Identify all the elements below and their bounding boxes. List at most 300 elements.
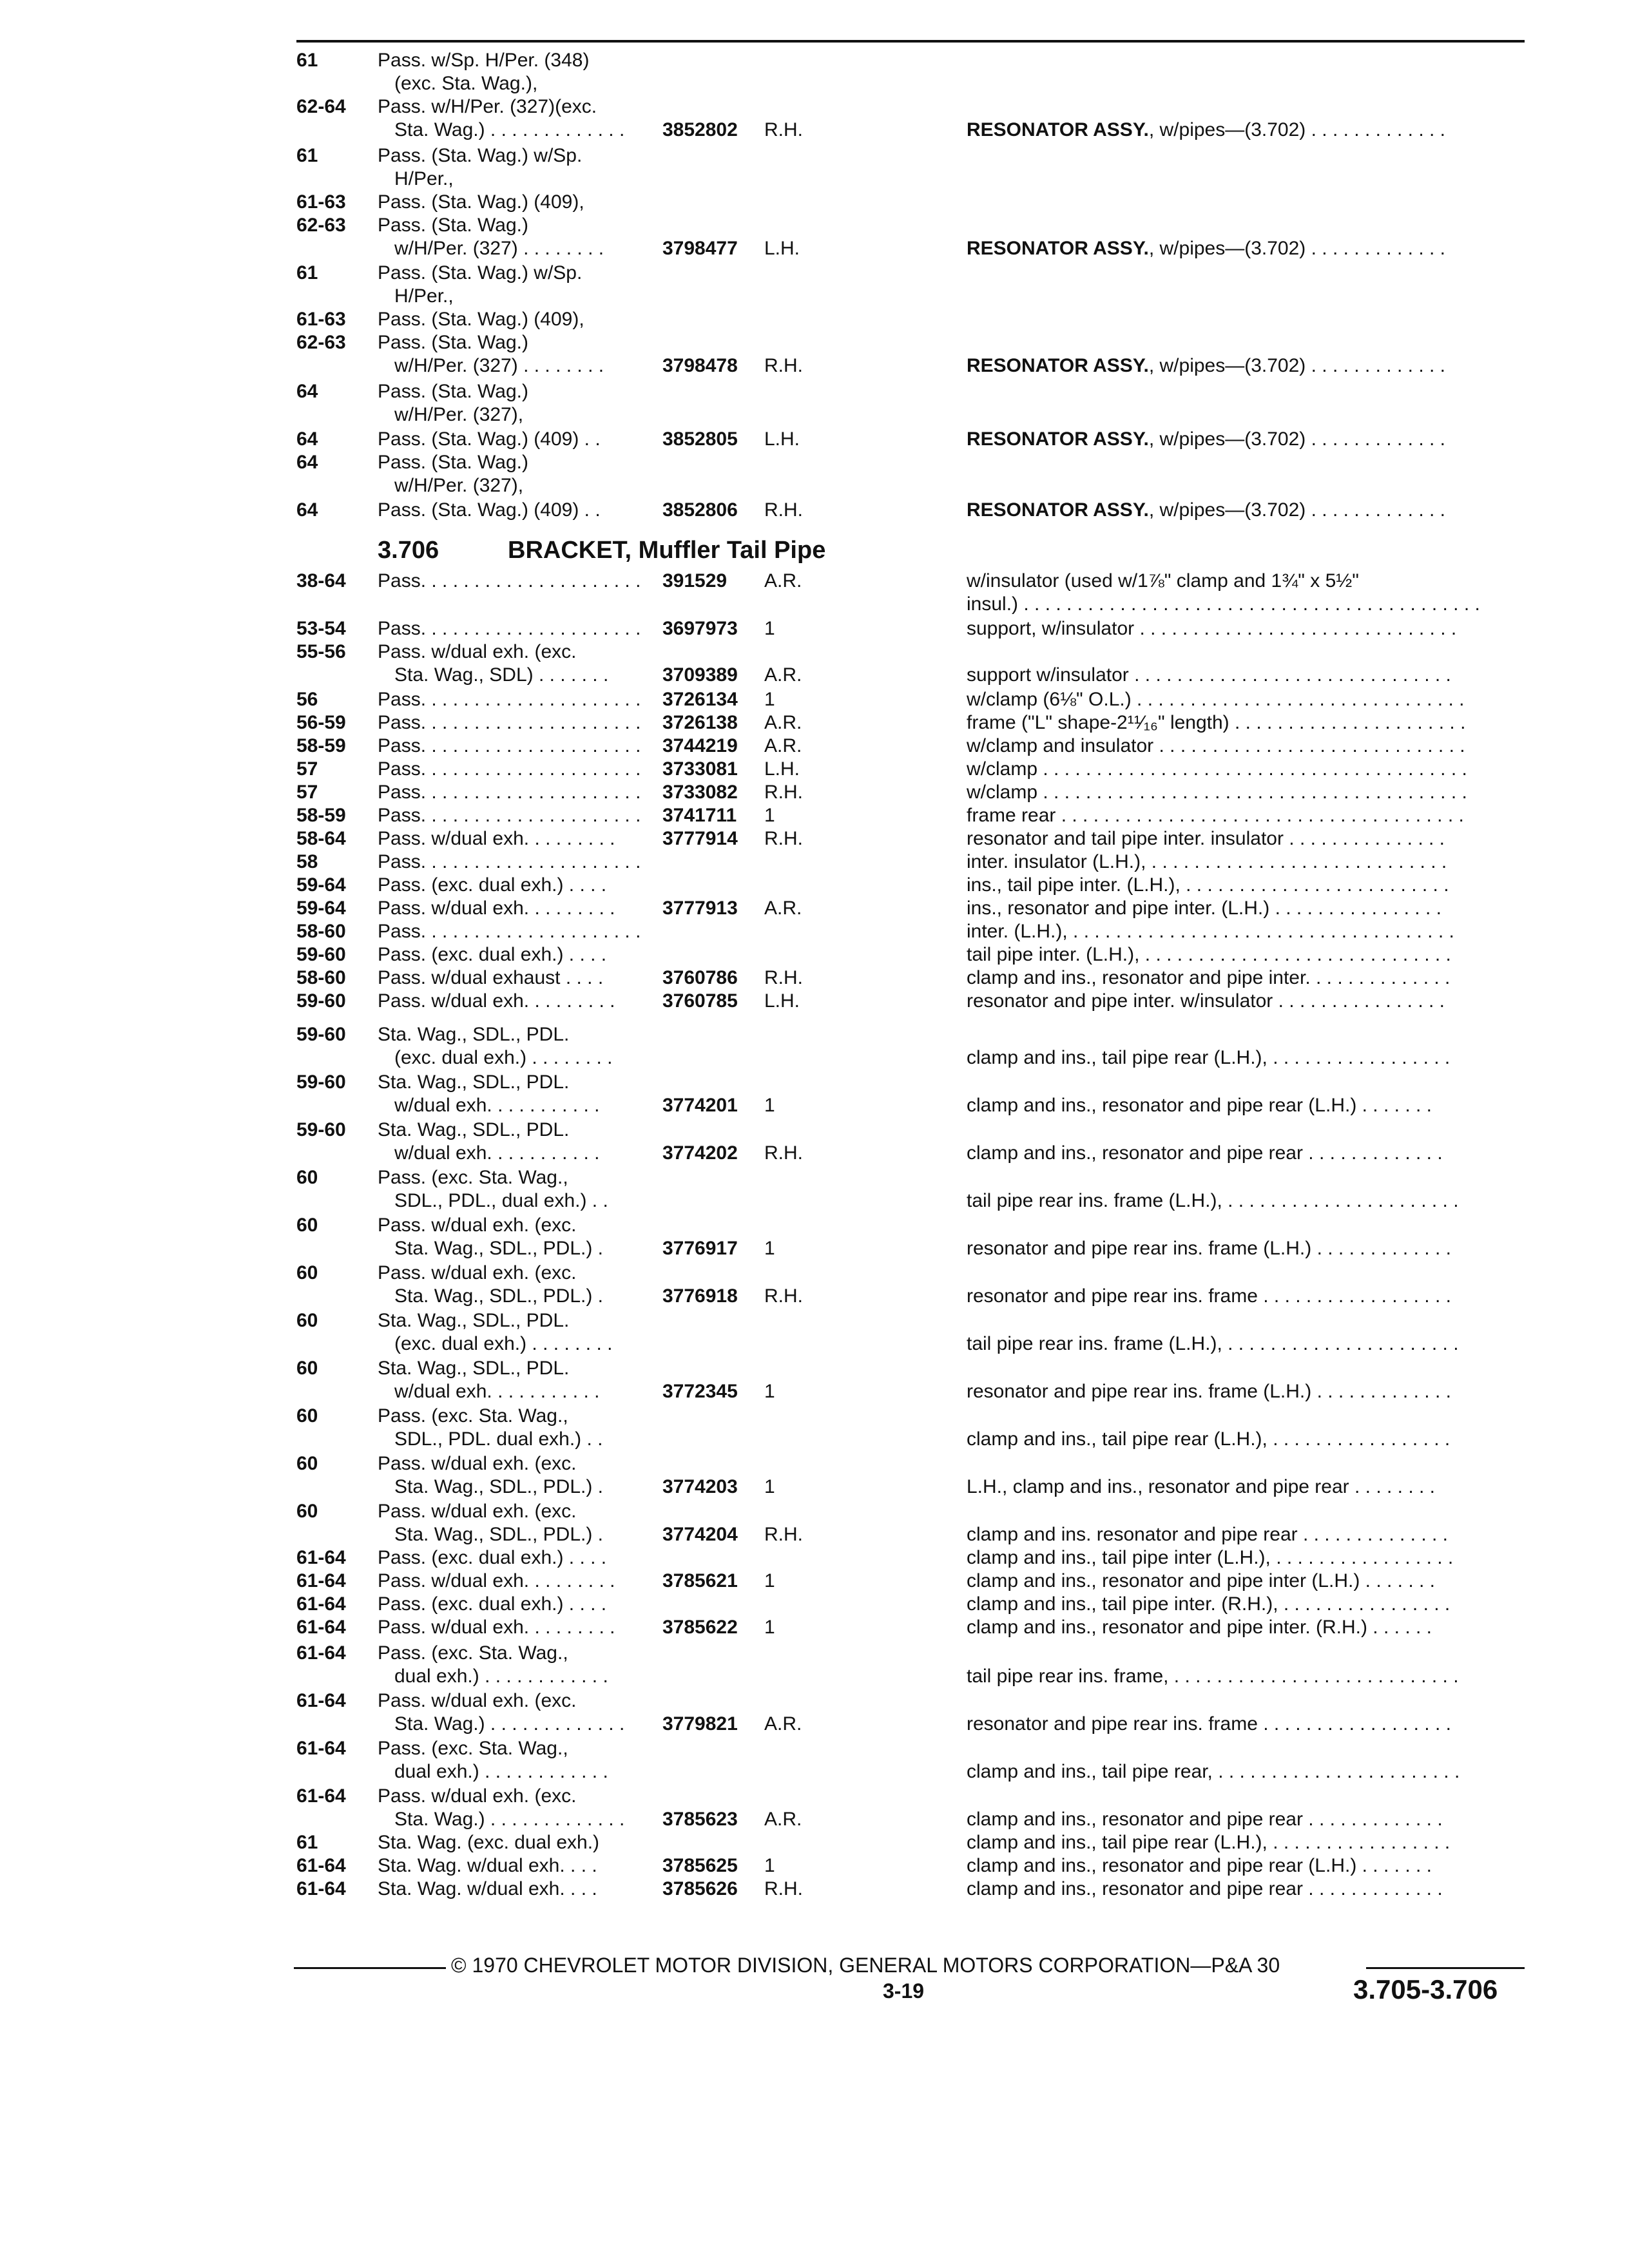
part-number: 3733082 xyxy=(662,782,738,803)
parts-entry xyxy=(0,49,1629,142)
part-name-detail: insul.) . . . . . . . . . . . . . . . . . . . . . . . . . . . . . . . . . . . . . . . . . . . xyxy=(967,593,1480,615)
entry-line xyxy=(0,72,1629,95)
parts-entry xyxy=(0,144,1629,260)
part-name-detail: clamp and ins., tail pipe inter. (R.H.), . . . . . . . . . . . . . . . . xyxy=(967,1593,1451,1615)
part-number: 3798477 xyxy=(662,238,738,259)
model-years: 61-64 xyxy=(296,1547,346,1568)
model-years: 53-54 xyxy=(296,618,346,639)
quantity: 1 xyxy=(764,1476,775,1497)
application-description: Sta. Wag., SDL., PDL.) . xyxy=(394,1238,603,1259)
part-name xyxy=(967,920,1454,943)
quantity: A.R. xyxy=(764,735,802,756)
part-name xyxy=(967,1046,1450,1070)
part-name-detail: frame rear . . . . . . . . . . . . . . . . . . . . . . . . . . . . . . . . . . . . . . xyxy=(967,805,1464,826)
section-heading-title: BRACKET, Muffler Tail Pipe xyxy=(508,537,826,564)
entry-line xyxy=(0,1189,1629,1213)
model-years: 62-63 xyxy=(296,332,346,353)
part-number: 3774202 xyxy=(662,1142,738,1164)
part-name xyxy=(967,990,1445,1013)
application-description: Sta. Wag. w/dual exh. . . . xyxy=(378,1855,597,1876)
entry-line xyxy=(0,499,1629,522)
quantity: 1 xyxy=(764,1238,775,1259)
model-years: 64 xyxy=(296,499,318,521)
model-years: 61-64 xyxy=(296,1878,346,1899)
entry-line xyxy=(0,380,1629,403)
entry-line xyxy=(0,1214,1629,1237)
entry-line xyxy=(0,1878,1629,1901)
model-years: 61-63 xyxy=(296,191,346,213)
entry-line xyxy=(0,331,1629,354)
application-description: Pass. (Sta. Wag.) w/Sp. xyxy=(378,145,583,166)
part-name-detail: clamp and ins., tail pipe inter (L.H.), . . . . . . . . . . . . . . . . . xyxy=(967,1547,1454,1568)
part-name-detail: w/clamp and insulator . . . . . . . . . . . . . . . . . . . . . . . . . . . . . xyxy=(967,735,1465,756)
application-description: (exc. dual exh.) . . . . . . . . xyxy=(394,1333,613,1354)
parts-entry xyxy=(0,1357,1629,1403)
application-description: Pass. w/Sp. H/Per. (348) xyxy=(378,50,590,71)
entry-line xyxy=(0,1142,1629,1165)
application-description: w/H/Per. (327) . . . . . . . . xyxy=(394,355,604,376)
entry-line xyxy=(0,593,1629,616)
part-name-detail: ins., resonator and pipe inter. (L.H.) . . . . . . . . . . . . . . . . xyxy=(967,898,1441,919)
parts-entry xyxy=(0,262,1629,378)
part-name xyxy=(967,1546,1453,1570)
application-description: Pass. . . . . . . . . . . . . . . . . . . . . xyxy=(378,782,641,803)
quantity: L.H. xyxy=(764,990,800,1012)
part-name-detail: clamp and ins. resonator and pipe rear . . . . . . . . . . . . . . xyxy=(967,1524,1449,1545)
application-description: Pass. (exc. Sta. Wag., xyxy=(378,1738,568,1759)
part-name xyxy=(967,850,1447,874)
part-name-detail: clamp and ins., resonator and pipe inter. (R.H.) . . . . . . xyxy=(967,1617,1432,1638)
model-years: 61 xyxy=(296,50,318,71)
quantity: A.R. xyxy=(764,1809,802,1830)
application-description: Pass. (exc. dual exh.) . . . . xyxy=(378,874,607,896)
page-number: 3-19 xyxy=(883,1979,925,2003)
application-description: Pass. w/dual exh. (exc. xyxy=(378,1453,577,1474)
entry-line xyxy=(0,1071,1629,1094)
part-name-detail: w/insulator (used w/1⅞" clamp and 1¾" x 5½" xyxy=(967,570,1359,591)
application-description: Pass. (Sta. Wag.) xyxy=(378,332,528,353)
part-number: 3785621 xyxy=(662,1570,738,1591)
footer-rule-left xyxy=(294,1967,446,1969)
parts-entry xyxy=(0,1500,1629,1639)
quantity: R.H. xyxy=(764,1878,803,1899)
application-description: SDL., PDL. dual exh.) . . xyxy=(394,1428,603,1450)
part-name xyxy=(967,735,1465,758)
application-description: Pass. w/dual exh. . . . . . . . . xyxy=(378,1570,615,1591)
parts-entry xyxy=(0,499,1629,522)
parts-entry xyxy=(0,1309,1629,1356)
entry-line xyxy=(0,1475,1629,1499)
part-name xyxy=(967,1237,1451,1260)
model-years: 58-60 xyxy=(296,921,346,942)
part-name xyxy=(967,617,1456,640)
part-number: 3852805 xyxy=(662,428,738,450)
part-number: 3785623 xyxy=(662,1809,738,1830)
application-description: Pass. . . . . . . . . . . . . . . . . . . . . xyxy=(378,851,641,872)
model-years: 61-64 xyxy=(296,1690,346,1711)
application-description: Pass. (exc. Sta. Wag., xyxy=(378,1405,568,1427)
quantity: L.H. xyxy=(764,428,800,450)
model-years: 59-60 xyxy=(296,1072,346,1093)
application-description: Pass. w/dual exh. (exc. xyxy=(378,1501,577,1522)
application-description: Sta. Wag., SDL., PDL. xyxy=(378,1024,570,1045)
part-name-detail: w/clamp (6⅛" O.L.) . . . . . . . . . . . . . . . . . . . . . . . . . . . . . . . xyxy=(967,689,1465,710)
parts-entry xyxy=(0,688,1629,1013)
quantity: A.R. xyxy=(764,664,802,686)
application-description: Pass. . . . . . . . . . . . . . . . . . . . . xyxy=(378,712,641,733)
application-description: w/dual exh. . . . . . . . . . . xyxy=(394,1381,600,1402)
part-name-detail: support w/insulator . . . . . . . . . . . . . . . . . . . . . . . . . . . . . . xyxy=(967,664,1451,686)
footer-copyright: © 1970 CHEVROLET MOTOR DIVISION, GENERAL MOTORS CORPORATION—P&A 30 xyxy=(451,1954,1280,1977)
entry-line xyxy=(0,1119,1629,1142)
part-name-detail: clamp and ins., resonator and pipe rear . . . . . . . . . . . . . xyxy=(967,1878,1443,1899)
part-name xyxy=(967,1808,1443,1831)
application-description: Sta. Wag., SDL., PDL.) . xyxy=(394,1476,603,1497)
application-description: Pass. (Sta. Wag.) w/Sp. xyxy=(378,262,583,284)
application-description: Sta. Wag.) . . . . . . . . . . . . . xyxy=(394,1809,625,1830)
quantity: R.H. xyxy=(764,967,803,988)
model-years: 61-63 xyxy=(296,309,346,330)
part-name-detail: clamp and ins., resonator and pipe rear . . . . . . . . . . . . . xyxy=(967,1809,1443,1830)
entry-line xyxy=(0,1309,1629,1332)
part-name xyxy=(967,1475,1435,1499)
section-range: 3.705-3.706 xyxy=(1353,1974,1498,2004)
model-years: 56-59 xyxy=(296,712,346,733)
model-years: 57 xyxy=(296,758,318,780)
entry-line xyxy=(0,874,1629,897)
quantity: 1 xyxy=(764,1095,775,1116)
model-years: 61 xyxy=(296,262,318,284)
application-description: Sta. Wag., SDL., PDL.) . xyxy=(394,1524,603,1545)
section-heading-number: 3.706 xyxy=(378,537,439,564)
part-name xyxy=(967,570,1359,593)
entry-line xyxy=(0,758,1629,781)
entry-line xyxy=(0,1237,1629,1260)
part-name-detail: clamp and ins., tail pipe rear (L.H.), . . . . . . . . . . . . . . . . . xyxy=(967,1428,1451,1450)
entry-line xyxy=(0,1332,1629,1356)
quantity: 1 xyxy=(764,689,775,710)
quantity: R.H. xyxy=(764,355,803,376)
model-years: 59-60 xyxy=(296,1119,346,1140)
part-name-detail: , w/pipes—(3.702) . . . . . . . . . . . . . xyxy=(1148,499,1445,521)
part-name-detail: resonator and pipe rear ins. frame . . . . . . . . . . . . . . . . . . xyxy=(967,1713,1451,1735)
entry-line xyxy=(0,403,1629,427)
entry-line xyxy=(0,943,1629,966)
entry-line xyxy=(0,119,1629,142)
part-name xyxy=(967,1593,1450,1616)
entry-line xyxy=(0,1285,1629,1308)
part-name xyxy=(967,1094,1432,1117)
quantity: R.H. xyxy=(764,1285,803,1307)
application-description: H/Per., xyxy=(394,168,454,189)
quantity: R.H. xyxy=(764,1524,803,1545)
quantity: A.R. xyxy=(764,898,802,919)
model-years: 59-60 xyxy=(296,990,346,1012)
application-description: Pass. w/dual exh. (exc. xyxy=(378,1262,577,1283)
application-description: Sta. Wag., SDL., PDL. xyxy=(378,1358,570,1379)
model-years: 59-60 xyxy=(296,944,346,965)
application-description: Pass. . . . . . . . . . . . . . . . . . . . . xyxy=(378,805,641,826)
application-description: Pass. . . . . . . . . . . . . . . . . . . . . xyxy=(378,570,641,591)
application-description: Pass. (exc. dual exh.) . . . . xyxy=(378,1593,607,1615)
quantity: R.H. xyxy=(764,828,803,849)
parts-entry xyxy=(0,1642,1629,1688)
part-name-detail: , w/pipes—(3.702) . . . . . . . . . . . . . xyxy=(1148,238,1445,259)
part-number: 3697973 xyxy=(662,618,738,639)
part-name xyxy=(967,1332,1459,1356)
model-years: 64 xyxy=(296,452,318,473)
application-description: Pass. w/dual exh. . . . . . . . . xyxy=(378,1617,615,1638)
model-years: 60 xyxy=(296,1405,318,1427)
part-number: 3785622 xyxy=(662,1617,738,1638)
part-number: 3741711 xyxy=(662,805,737,826)
part-number: 3760785 xyxy=(662,990,738,1012)
part-name xyxy=(967,1760,1460,1783)
model-years: 58-59 xyxy=(296,735,346,756)
entry-line xyxy=(0,781,1629,804)
part-number: 3776918 xyxy=(662,1285,738,1307)
part-name-detail: tail pipe rear ins. frame (L.H.), . . . . . . . . . . . . . . . . . . . . . . xyxy=(967,1333,1459,1354)
application-description: Pass. . . . . . . . . . . . . . . . . . . . . xyxy=(378,921,641,942)
model-years: 61 xyxy=(296,145,318,166)
application-description: (exc. Sta. Wag.), xyxy=(394,73,538,94)
part-number: 3772345 xyxy=(662,1381,738,1402)
part-number: 3852802 xyxy=(662,119,738,140)
entry-line xyxy=(0,1262,1629,1285)
part-name-bold: RESONATOR ASSY. xyxy=(967,499,1149,521)
application-description: Pass. w/dual exh. . . . . . . . . xyxy=(378,828,615,849)
entry-line xyxy=(0,1094,1629,1117)
part-name-detail: clamp and ins., resonator and pipe rear (L.H.) . . . . . . . xyxy=(967,1095,1432,1116)
parts-entry xyxy=(0,380,1629,427)
entry-line xyxy=(0,570,1629,593)
part-name-detail: tail pipe inter. (L.H.), . . . . . . . . . . . . . . . . . . . . . . . . . . . . . xyxy=(967,944,1451,965)
part-name-detail: , w/pipes—(3.702) . . . . . . . . . . . . . xyxy=(1148,428,1445,450)
parts-entry xyxy=(0,1023,1629,1070)
application-description: Pass. (Sta. Wag.) (409) . . xyxy=(378,499,601,521)
part-name xyxy=(967,119,1445,142)
quantity: L.H. xyxy=(764,758,800,780)
part-name-detail: resonator and pipe rear ins. frame . . . . . . . . . . . . . . . . . . xyxy=(967,1285,1451,1307)
model-years: 60 xyxy=(296,1358,318,1379)
parts-entry xyxy=(0,1071,1629,1117)
model-years: 61-64 xyxy=(296,1785,346,1807)
application-description: (exc. dual exh.) . . . . . . . . xyxy=(394,1047,613,1068)
entry-line xyxy=(0,1546,1629,1570)
entry-line xyxy=(0,1023,1629,1046)
entry-line xyxy=(0,1166,1629,1189)
part-name-detail: , w/pipes—(3.702) . . . . . . . . . . . . . xyxy=(1148,119,1445,140)
entry-line xyxy=(0,1785,1629,1808)
parts-entry xyxy=(0,428,1629,451)
parts-entry xyxy=(0,617,1629,640)
entry-line xyxy=(0,95,1629,119)
application-description: Pass. (Sta. Wag.) xyxy=(378,381,528,402)
parts-entry xyxy=(0,1785,1629,1901)
entry-line xyxy=(0,428,1629,451)
entry-line xyxy=(0,617,1629,640)
part-number: 3774201 xyxy=(662,1095,738,1116)
part-name-detail: ins., tail pipe inter. (L.H.), . . . . . . . . . . . . . . . . . . . . . . . . . xyxy=(967,874,1449,896)
parts-entry xyxy=(0,1452,1629,1499)
part-name xyxy=(967,354,1445,378)
entry-line xyxy=(0,664,1629,687)
application-description: Sta. Wag., SDL., PDL. xyxy=(378,1310,570,1331)
part-number: 3777914 xyxy=(662,828,738,849)
entry-line xyxy=(0,897,1629,920)
model-years: 58-60 xyxy=(296,967,346,988)
part-name-detail: resonator and pipe inter. w/insulator . . . . . . . . . . . . . . . . xyxy=(967,990,1445,1012)
part-name-bold: RESONATOR ASSY. xyxy=(967,119,1149,140)
entry-line xyxy=(0,237,1629,260)
part-name xyxy=(967,897,1441,920)
application-description: Pass. w/dual exh. (exc. xyxy=(378,641,577,662)
part-number: 3709389 xyxy=(662,664,738,686)
model-years: 61 xyxy=(296,1832,318,1853)
entry-line xyxy=(0,1689,1629,1713)
application-description: w/H/Per. (327), xyxy=(394,404,524,425)
application-description: Pass. w/dual exh. (exc. xyxy=(378,1785,577,1807)
parts-entry xyxy=(0,1737,1629,1783)
quantity: R.H. xyxy=(764,1142,803,1164)
part-name-detail: L.H., clamp and ins., resonator and pipe rear . . . . . . . . xyxy=(967,1476,1436,1497)
application-description: SDL., PDL., dual exh.) . . xyxy=(394,1190,608,1211)
part-name xyxy=(967,804,1464,827)
part-name-detail: support, w/insulator . . . . . . . . . . . . . . . . . . . . . . . . . . . . . . xyxy=(967,618,1457,639)
entry-line xyxy=(0,804,1629,827)
entry-line xyxy=(0,827,1629,850)
part-name xyxy=(967,1831,1450,1854)
part-number: 3776917 xyxy=(662,1238,738,1259)
part-name-detail: , w/pipes—(3.702) . . . . . . . . . . . . . xyxy=(1148,355,1445,376)
application-description: Pass. w/H/Per. (327)(exc. xyxy=(378,96,597,117)
part-name xyxy=(967,1428,1450,1451)
application-description: Pass. . . . . . . . . . . . . . . . . . . . . xyxy=(378,618,641,639)
application-description: w/dual exh. . . . . . . . . . . xyxy=(394,1095,600,1116)
model-years: 55-56 xyxy=(296,641,346,662)
part-name xyxy=(967,758,1467,781)
entry-line xyxy=(0,640,1629,664)
application-description: Pass. (exc. dual exh.) . . . . xyxy=(378,1547,607,1568)
model-years: 60 xyxy=(296,1453,318,1474)
part-name xyxy=(967,1189,1459,1213)
application-description: Sta. Wag., SDL., PDL.) . xyxy=(394,1285,603,1307)
part-name-detail: clamp and ins., tail pipe rear, . . . . . . . . . . . . . . . . . . . . . . . xyxy=(967,1761,1460,1782)
application-description: Pass. w/dual exh. (exc. xyxy=(378,1215,577,1236)
entry-line xyxy=(0,168,1629,191)
application-description: Sta. Wag. (exc. dual exh.) xyxy=(378,1832,600,1853)
entry-line xyxy=(0,1357,1629,1380)
part-name xyxy=(967,1380,1451,1403)
part-name-detail: clamp and ins., tail pipe rear (L.H.), . . . . . . . . . . . . . . . . . xyxy=(967,1047,1451,1068)
application-description: Pass. . . . . . . . . . . . . . . . . . . . . xyxy=(378,689,641,710)
part-name xyxy=(967,1878,1443,1901)
part-number: 3774204 xyxy=(662,1524,738,1545)
quantity: A.R. xyxy=(764,1713,802,1735)
part-name xyxy=(967,237,1445,260)
entry-line xyxy=(0,1737,1629,1760)
part-number: 3852806 xyxy=(662,499,738,521)
application-description: Pass. . . . . . . . . . . . . . . . . . . . . xyxy=(378,735,641,756)
application-description: Sta. Wag., SDL., PDL. xyxy=(378,1119,570,1140)
entry-line xyxy=(0,1665,1629,1688)
quantity: 1 xyxy=(764,1570,775,1591)
part-name-bold: RESONATOR ASSY. xyxy=(967,238,1149,259)
entry-line xyxy=(0,1642,1629,1665)
entry-line xyxy=(0,1046,1629,1070)
quantity: A.R. xyxy=(764,570,802,591)
application-description: w/H/Per. (327), xyxy=(394,475,524,496)
entry-line xyxy=(0,850,1629,874)
entry-line xyxy=(0,474,1629,497)
model-years: 59-64 xyxy=(296,874,346,896)
model-years: 59-64 xyxy=(296,898,346,919)
section-heading xyxy=(0,536,1629,564)
part-name-detail: resonator and tail pipe inter. insulator . . . . . . . . . . . . . . . xyxy=(967,828,1445,849)
entry-line xyxy=(0,144,1629,168)
application-description: Pass. w/dual exh. . . . . . . . . xyxy=(378,898,615,919)
quantity: 1 xyxy=(764,618,775,639)
entry-line xyxy=(0,1831,1629,1854)
model-years: 61-64 xyxy=(296,1855,346,1876)
quantity: 1 xyxy=(764,1381,775,1402)
model-years: 62-64 xyxy=(296,96,346,117)
entry-line xyxy=(0,1854,1629,1878)
application-description: Sta. Wag., SDL) . . . . . . . xyxy=(394,664,609,686)
model-years: 58 xyxy=(296,851,318,872)
entry-line xyxy=(0,191,1629,214)
model-years: 61-64 xyxy=(296,1642,346,1664)
footer-rule-right xyxy=(1366,1967,1525,1969)
entry-line xyxy=(0,711,1629,735)
parts-entry xyxy=(0,451,1629,497)
part-number: 3726138 xyxy=(662,712,738,733)
model-years: 62-63 xyxy=(296,215,346,236)
part-name-detail: tail pipe rear ins. frame, . . . . . . . . . . . . . . . . . . . . . . . . . . . xyxy=(967,1666,1459,1687)
part-name xyxy=(967,664,1451,687)
part-name xyxy=(967,688,1465,711)
part-name xyxy=(967,874,1449,897)
entry-line xyxy=(0,1760,1629,1783)
entry-line xyxy=(0,688,1629,711)
parts-entry xyxy=(0,1405,1629,1451)
entry-line xyxy=(0,1405,1629,1428)
quantity: 1 xyxy=(764,805,775,826)
model-years: 58-59 xyxy=(296,805,346,826)
quantity: R.H. xyxy=(764,499,803,521)
entry-line xyxy=(0,214,1629,237)
entry-line xyxy=(0,1523,1629,1546)
parts-entry xyxy=(0,1119,1629,1165)
part-name-detail: clamp and ins., resonator and pipe inter. . . . . . . . . . . . . . xyxy=(967,967,1451,988)
parts-entry xyxy=(0,1689,1629,1736)
application-description: w/dual exh. . . . . . . . . . . xyxy=(394,1142,600,1164)
application-description: Sta. Wag.) . . . . . . . . . . . . . xyxy=(394,1713,625,1735)
part-name xyxy=(967,943,1451,966)
part-number: 391529 xyxy=(662,570,728,591)
model-years: 61-64 xyxy=(296,1738,346,1759)
entry-line xyxy=(0,1713,1629,1736)
part-name-detail: clamp and ins., resonator and pipe rear (L.H.) . . . . . . . xyxy=(967,1855,1432,1876)
quantity: 1 xyxy=(764,1617,775,1638)
part-name-detail: tail pipe rear ins. frame (L.H.), . . . . . . . . . . . . . . . . . . . . . . xyxy=(967,1190,1459,1211)
application-description: Pass. (Sta. Wag.) xyxy=(378,452,528,473)
entry-line xyxy=(0,451,1629,474)
part-name xyxy=(967,711,1465,735)
entry-line xyxy=(0,735,1629,758)
part-name-detail: clamp and ins., tail pipe rear (L.H.), . . . . . . . . . . . . . . . . . xyxy=(967,1832,1451,1853)
entry-line xyxy=(0,1808,1629,1831)
